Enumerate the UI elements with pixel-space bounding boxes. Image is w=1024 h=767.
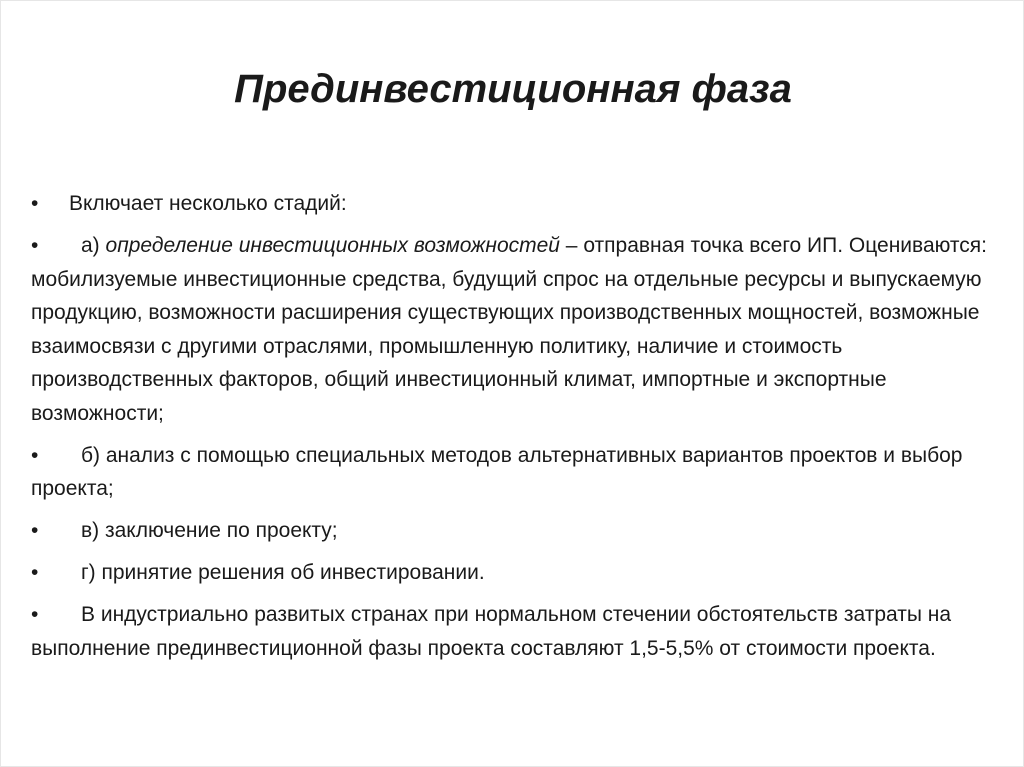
item-text: г) принятие решения об инвестировании. — [81, 561, 485, 584]
item-prefix: а) — [81, 234, 106, 257]
item-text: В индустриально развитых странах при нормальном стечении обстоятельств затраты на выполнение прединвестиционной фазы проекта составляют 1,5-5,5% от стоимости проекта. — [31, 603, 952, 660]
bullet: • — [31, 519, 39, 542]
list-item — [31, 556, 997, 590]
slide-title: Прединвестиционная фаза — [234, 67, 792, 111]
bullet: • — [31, 443, 39, 467]
list-item — [31, 598, 997, 665]
bullet-list — [31, 187, 997, 674]
list-item — [31, 514, 997, 548]
bullet: • — [31, 234, 39, 257]
item-text: Включает несколько стадий: — [69, 192, 347, 215]
list-item — [31, 439, 997, 506]
item-text: – отправная точка всего ИП. Оцениваются: мобилизуемые инвестиционные средства, будущий спрос на отдельные ресурсы и выпускаемую продукцию, возможности расширения существующих производственных мощностей, возможные взаимосвязи с другими отраслями, промышленную политику, наличие и стоимость производственных факторов, общий инвестиционный климат, импортные и экспортные возможности; — [31, 234, 988, 425]
item-text: б) анализ с помощью специальных методов альтернативных вариантов проектов и выбор проекта; — [31, 443, 963, 500]
item-emphasis: определение инвестиционных возможностей — [105, 234, 560, 257]
bullet: • — [31, 192, 39, 215]
list-item — [31, 229, 997, 430]
bullet: • — [31, 561, 39, 584]
item-text: в) заключение по проекту; — [81, 519, 338, 542]
list-item — [31, 187, 997, 221]
bullet: • — [31, 603, 39, 626]
